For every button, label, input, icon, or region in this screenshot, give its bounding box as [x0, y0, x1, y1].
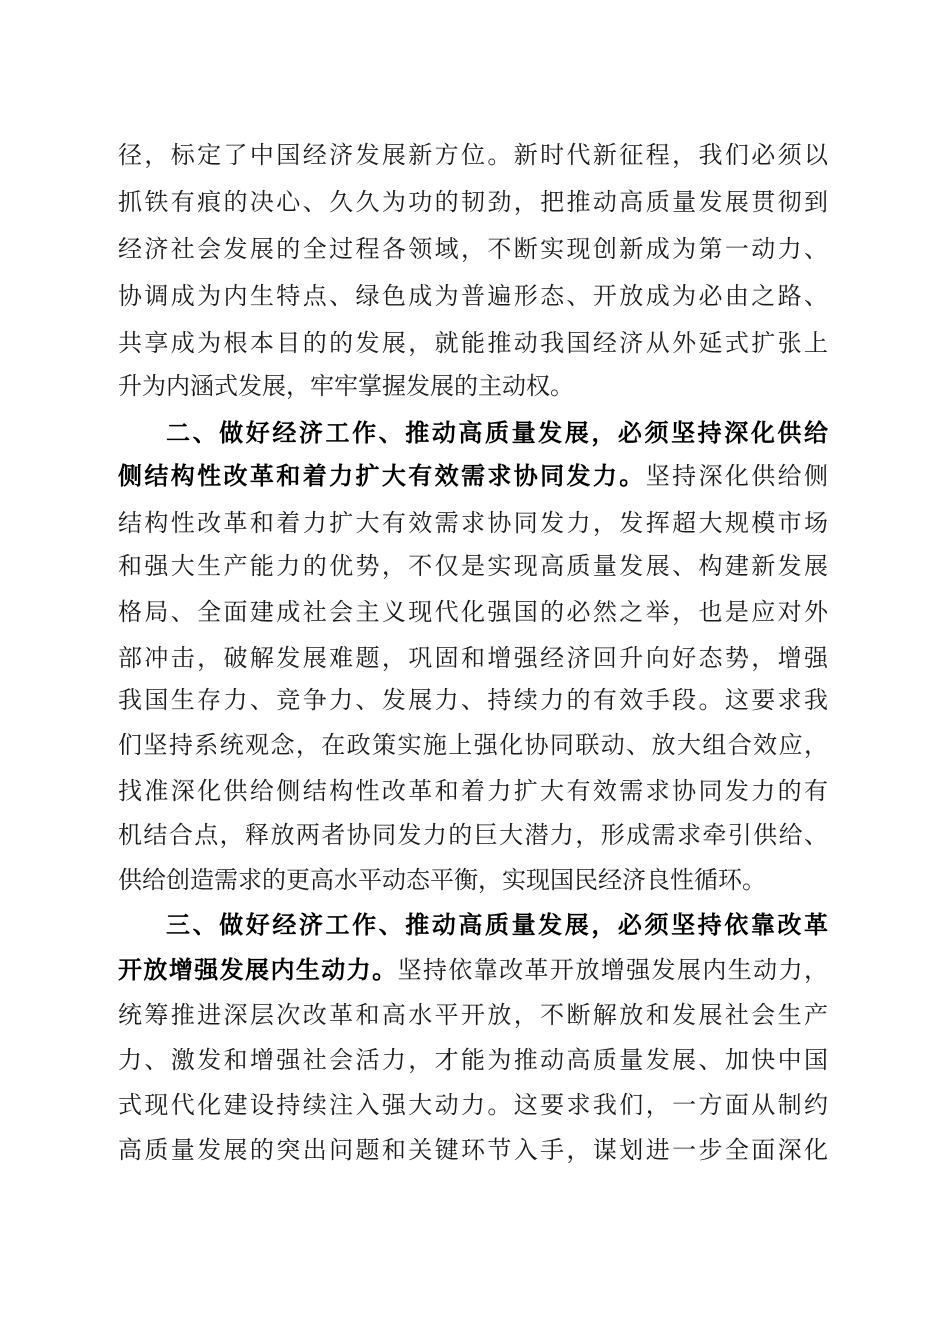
line-text: 径，标定了中国经济发展新方位。新时代新征程，我们必须以 — [118, 141, 828, 169]
text-line — [118, 503, 828, 543]
text-line — [118, 950, 828, 990]
line-text: 坚持深化供给侧 — [645, 462, 829, 490]
text-line — [118, 276, 828, 316]
text-line — [118, 1130, 828, 1170]
section-heading-2-cont: 侧结构性改革和着力扩大有效需求协同发力。 — [118, 462, 646, 490]
text-line — [118, 456, 828, 496]
line-text: 升为内涵式发展，牢牢掌握发展的主动权。 — [118, 372, 574, 400]
text-line — [118, 680, 828, 720]
section-heading-2: 二、做好经济工作、推动高质量发展，必须坚持深化供给 — [166, 419, 828, 447]
section-heading-line — [166, 413, 828, 453]
section-heading-3: 三、做好经济工作、推动高质量发展，必须坚持依靠改革 — [166, 911, 828, 939]
text-line — [118, 1040, 828, 1080]
text-line — [118, 592, 828, 632]
text-line — [118, 229, 828, 269]
line-text: 坚持依靠改革开放增强发展内生动力， — [397, 956, 829, 984]
text-line — [118, 1085, 828, 1125]
text-line — [118, 860, 828, 900]
line-text: 结构性改革和着力扩大有效需求协同发力，发挥超大规模市场 — [118, 509, 828, 537]
line-text: 统筹推进深层次改革和高水平开放，不断解放和发展社会生产 — [118, 1001, 828, 1029]
line-text: 找准深化供给侧结构性改革和着力扩大有效需求协同发力的有 — [118, 777, 828, 805]
text-line — [118, 995, 828, 1035]
line-text: 式现代化建设持续注入强大动力。这要求我们，一方面从制约 — [118, 1091, 828, 1119]
text-line — [118, 182, 828, 222]
line-text: 力、激发和增强社会活力，才能为推动高质量发展、加快中国 — [118, 1046, 828, 1074]
line-text: 机结合点，释放两者协同发力的巨大潜力，形成需求牵引供给、 — [118, 821, 828, 849]
line-text: 协调成为内生特点、绿色成为普遍形态、开放成为必由之路、 — [118, 282, 828, 310]
line-text: 抓铁有痕的决心、久久为功的韧劲，把推动高质量发展贯彻到 — [118, 188, 828, 216]
line-text: 高质量发展的突出问题和关键环节入手，谋划进一步全面深化 — [118, 1136, 828, 1164]
line-text: 共享成为根本目的的发展，就能推动我国经济从外延式扩张上 — [118, 329, 828, 357]
line-text: 经济社会发展的全过程各领域，不断实现创新成为第一动力、 — [118, 235, 828, 263]
line-text: 格局、全面建成社会主义现代化强国的必然之举，也是应对外 — [118, 598, 828, 626]
line-text: 和强大生产能力的优势，不仅是实现高质量发展、构建新发展 — [118, 552, 828, 580]
line-text: 们坚持系统观念，在政策实施上强化协同联动、放大组合效应， — [118, 731, 828, 759]
section-heading-3-cont: 开放增强发展内生动力。 — [118, 956, 398, 984]
text-line — [118, 323, 828, 363]
text-line — [118, 546, 828, 586]
text-line — [118, 135, 828, 175]
text-line — [118, 725, 828, 765]
line-text: 我国生存力、竞争力、发展力、持续力的有效手段。这要求我 — [118, 686, 828, 714]
text-line — [118, 366, 828, 406]
text-line — [118, 815, 828, 855]
text-line — [118, 771, 828, 811]
section-heading-line — [166, 905, 828, 945]
line-text: 部冲击，破解发展难题，巩固和增强经济回升向好态势，增强 — [118, 644, 828, 672]
text-line — [118, 638, 828, 678]
line-text: 供给创造需求的更高水平动态平衡，实现国民经济良性循环。 — [118, 866, 766, 894]
